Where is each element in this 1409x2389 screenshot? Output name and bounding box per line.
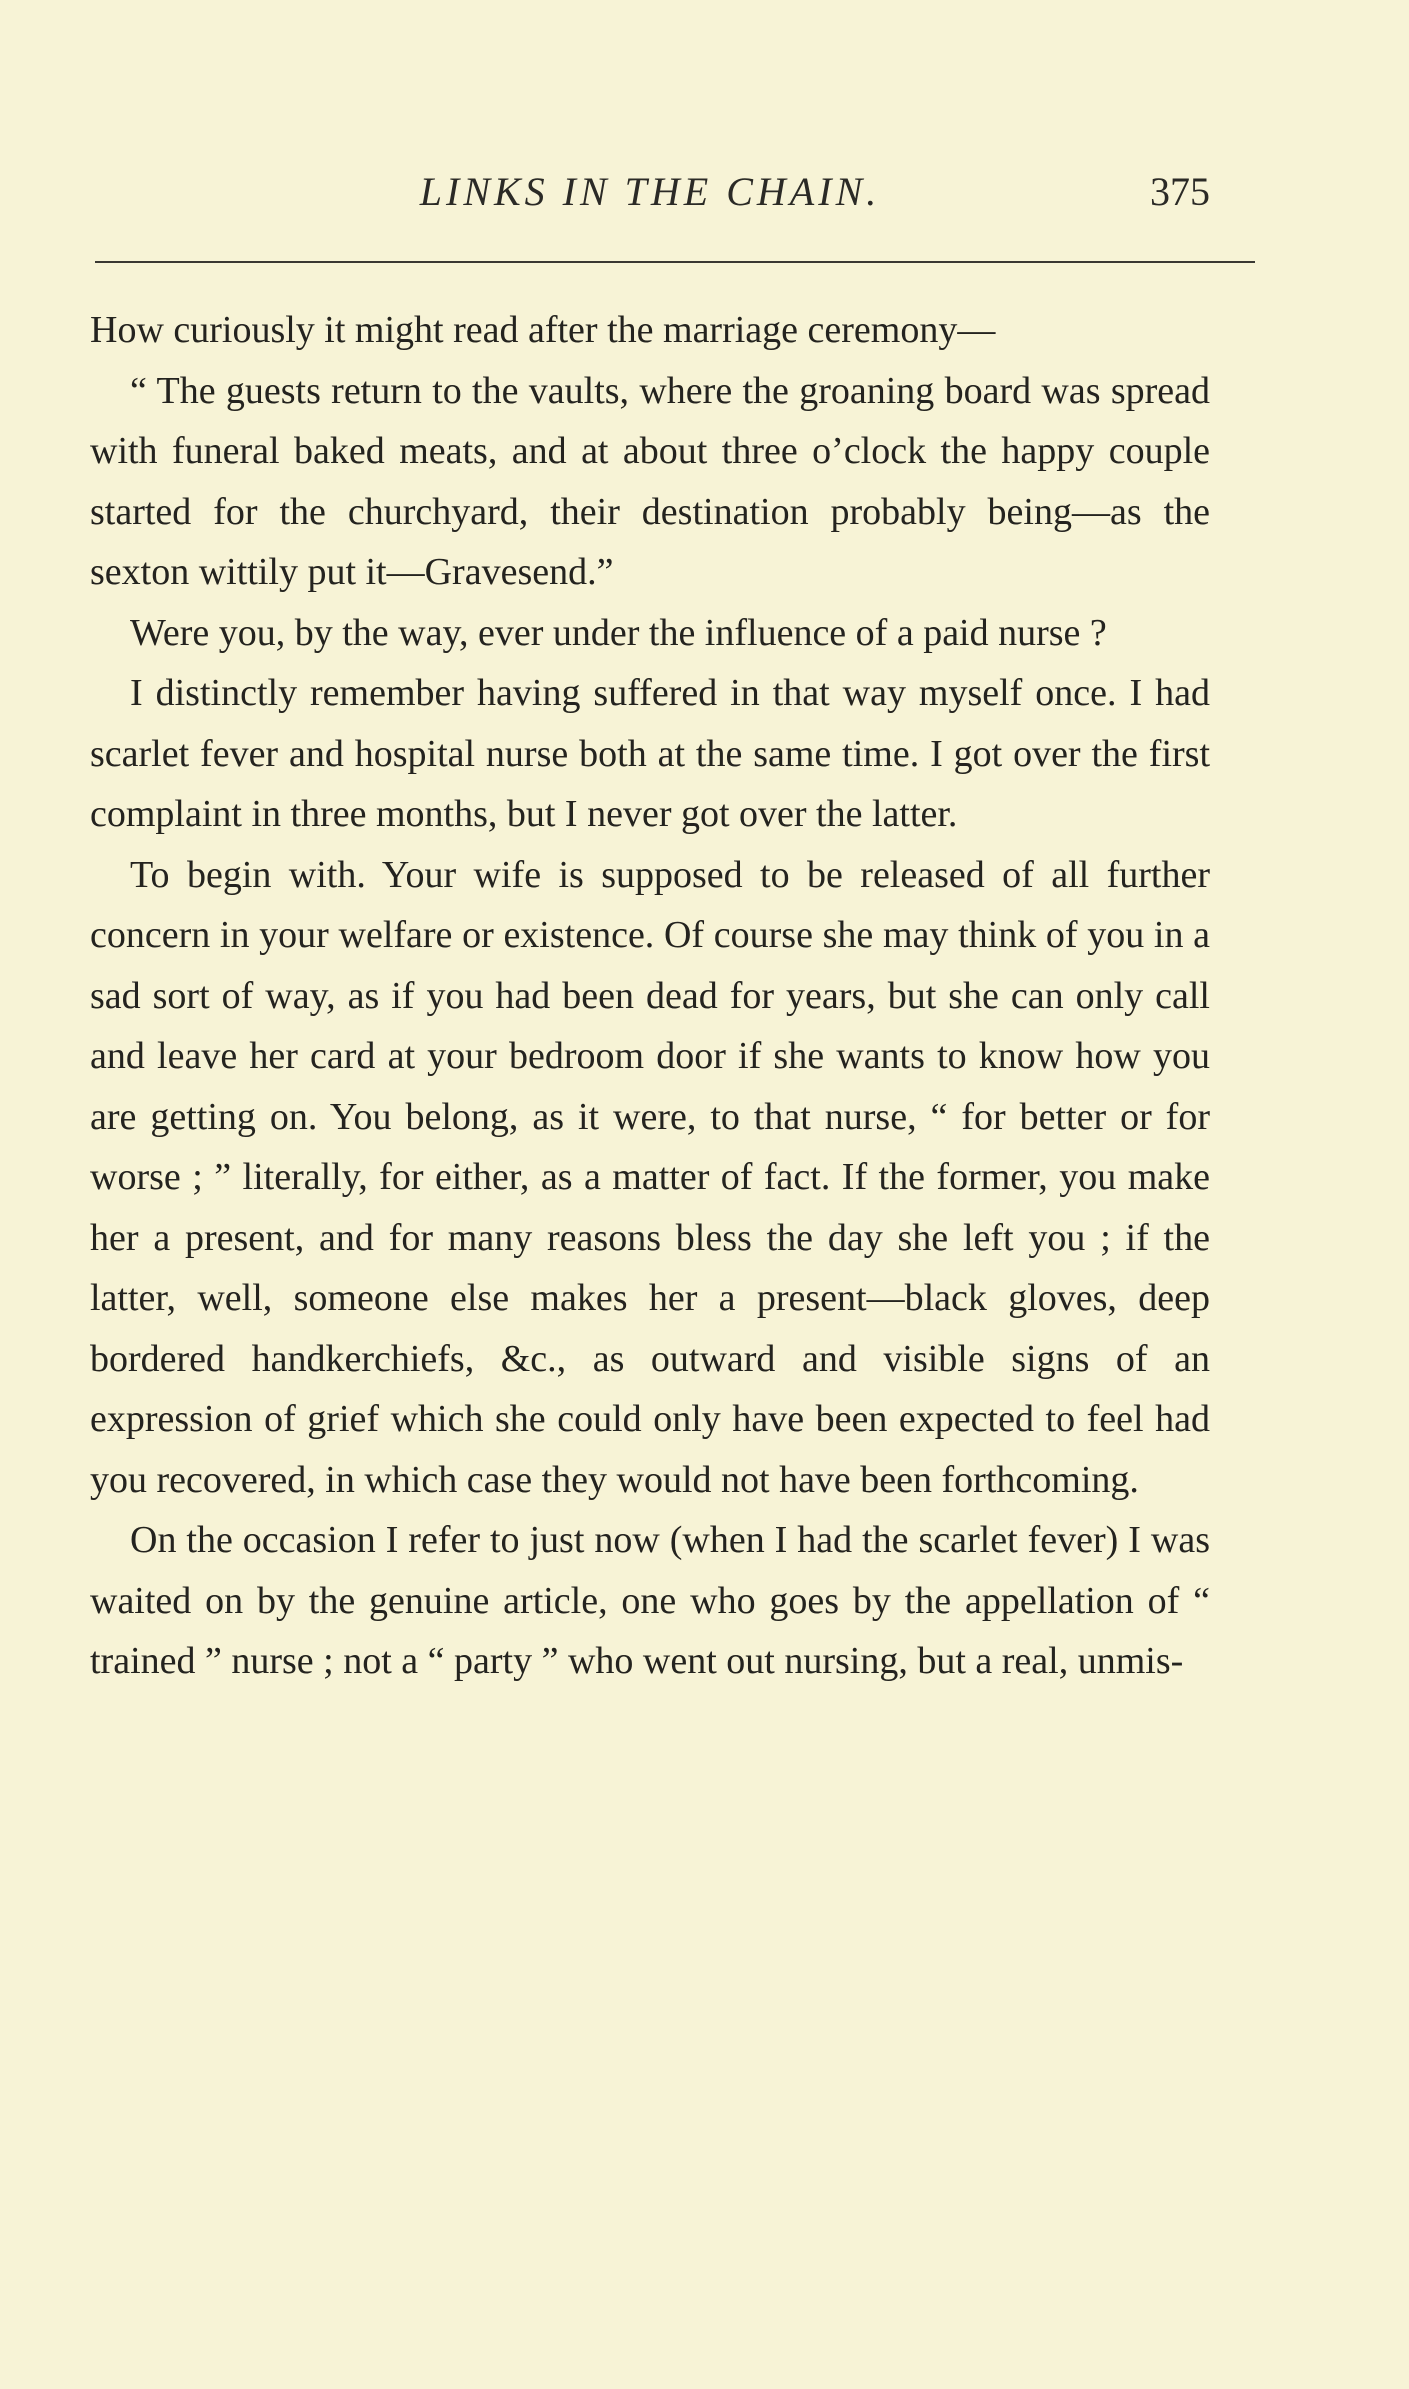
paragraph-1: How curiously it might read after the marriage ceremony— xyxy=(90,309,996,351)
paragraph-4: I distinctly remember having suffered in that way myself once. I had scarlet fever and hospital nurse both at the same time. I got over the first complaint in three months, but I never got over the latter. xyxy=(90,672,1210,835)
running-title: LINKS IN THE CHAIN. xyxy=(419,169,881,214)
paragraph-6: On the occasion I refer to just now (when I had the scarlet fever) I was waited on by the genuine article, one who goes by the appellation of “ trained ” nurse ; not a “ party ” who went out nursing, but a real, unmis- xyxy=(90,1519,1210,1682)
page-number: 375 xyxy=(1150,169,1210,214)
body-text xyxy=(90,300,1210,1692)
header-rule xyxy=(95,261,1255,263)
paragraph-5: To begin with. Your wife is supposed to be released of all further concern in your welfare or existence. Of course she may think of you in a sad sort of way, as if you had been dead for years, but she can only call and leave her card at your bedroom door if she wants to know how you are getting on. You belong, as it were, to that nurse, “ for better or for worse ; ” literally, for either, as a matter of fact. If the former, you make her a present, and for many reasons bless the day she left you ; if the latter, well, someone else makes her a present—black gloves, deep bordered handkerchiefs, &c., as outward and visible signs of an expression of grief which she could only have been expected to feel had you recovered, in which case they would not have been forthcoming. xyxy=(90,853,1210,1501)
paragraph-3: Were you, by the way, ever under the influence of a paid nurse ? xyxy=(130,611,1107,654)
paragraph-2: “ The guests return to the vaults, where the groaning board was spread with funeral baked meats, and at about three o’clock the happy couple started for the churchyard, their destination probably being—as the sexton wittily put it—Gravesend.” xyxy=(90,369,1210,593)
running-head xyxy=(90,168,1210,228)
